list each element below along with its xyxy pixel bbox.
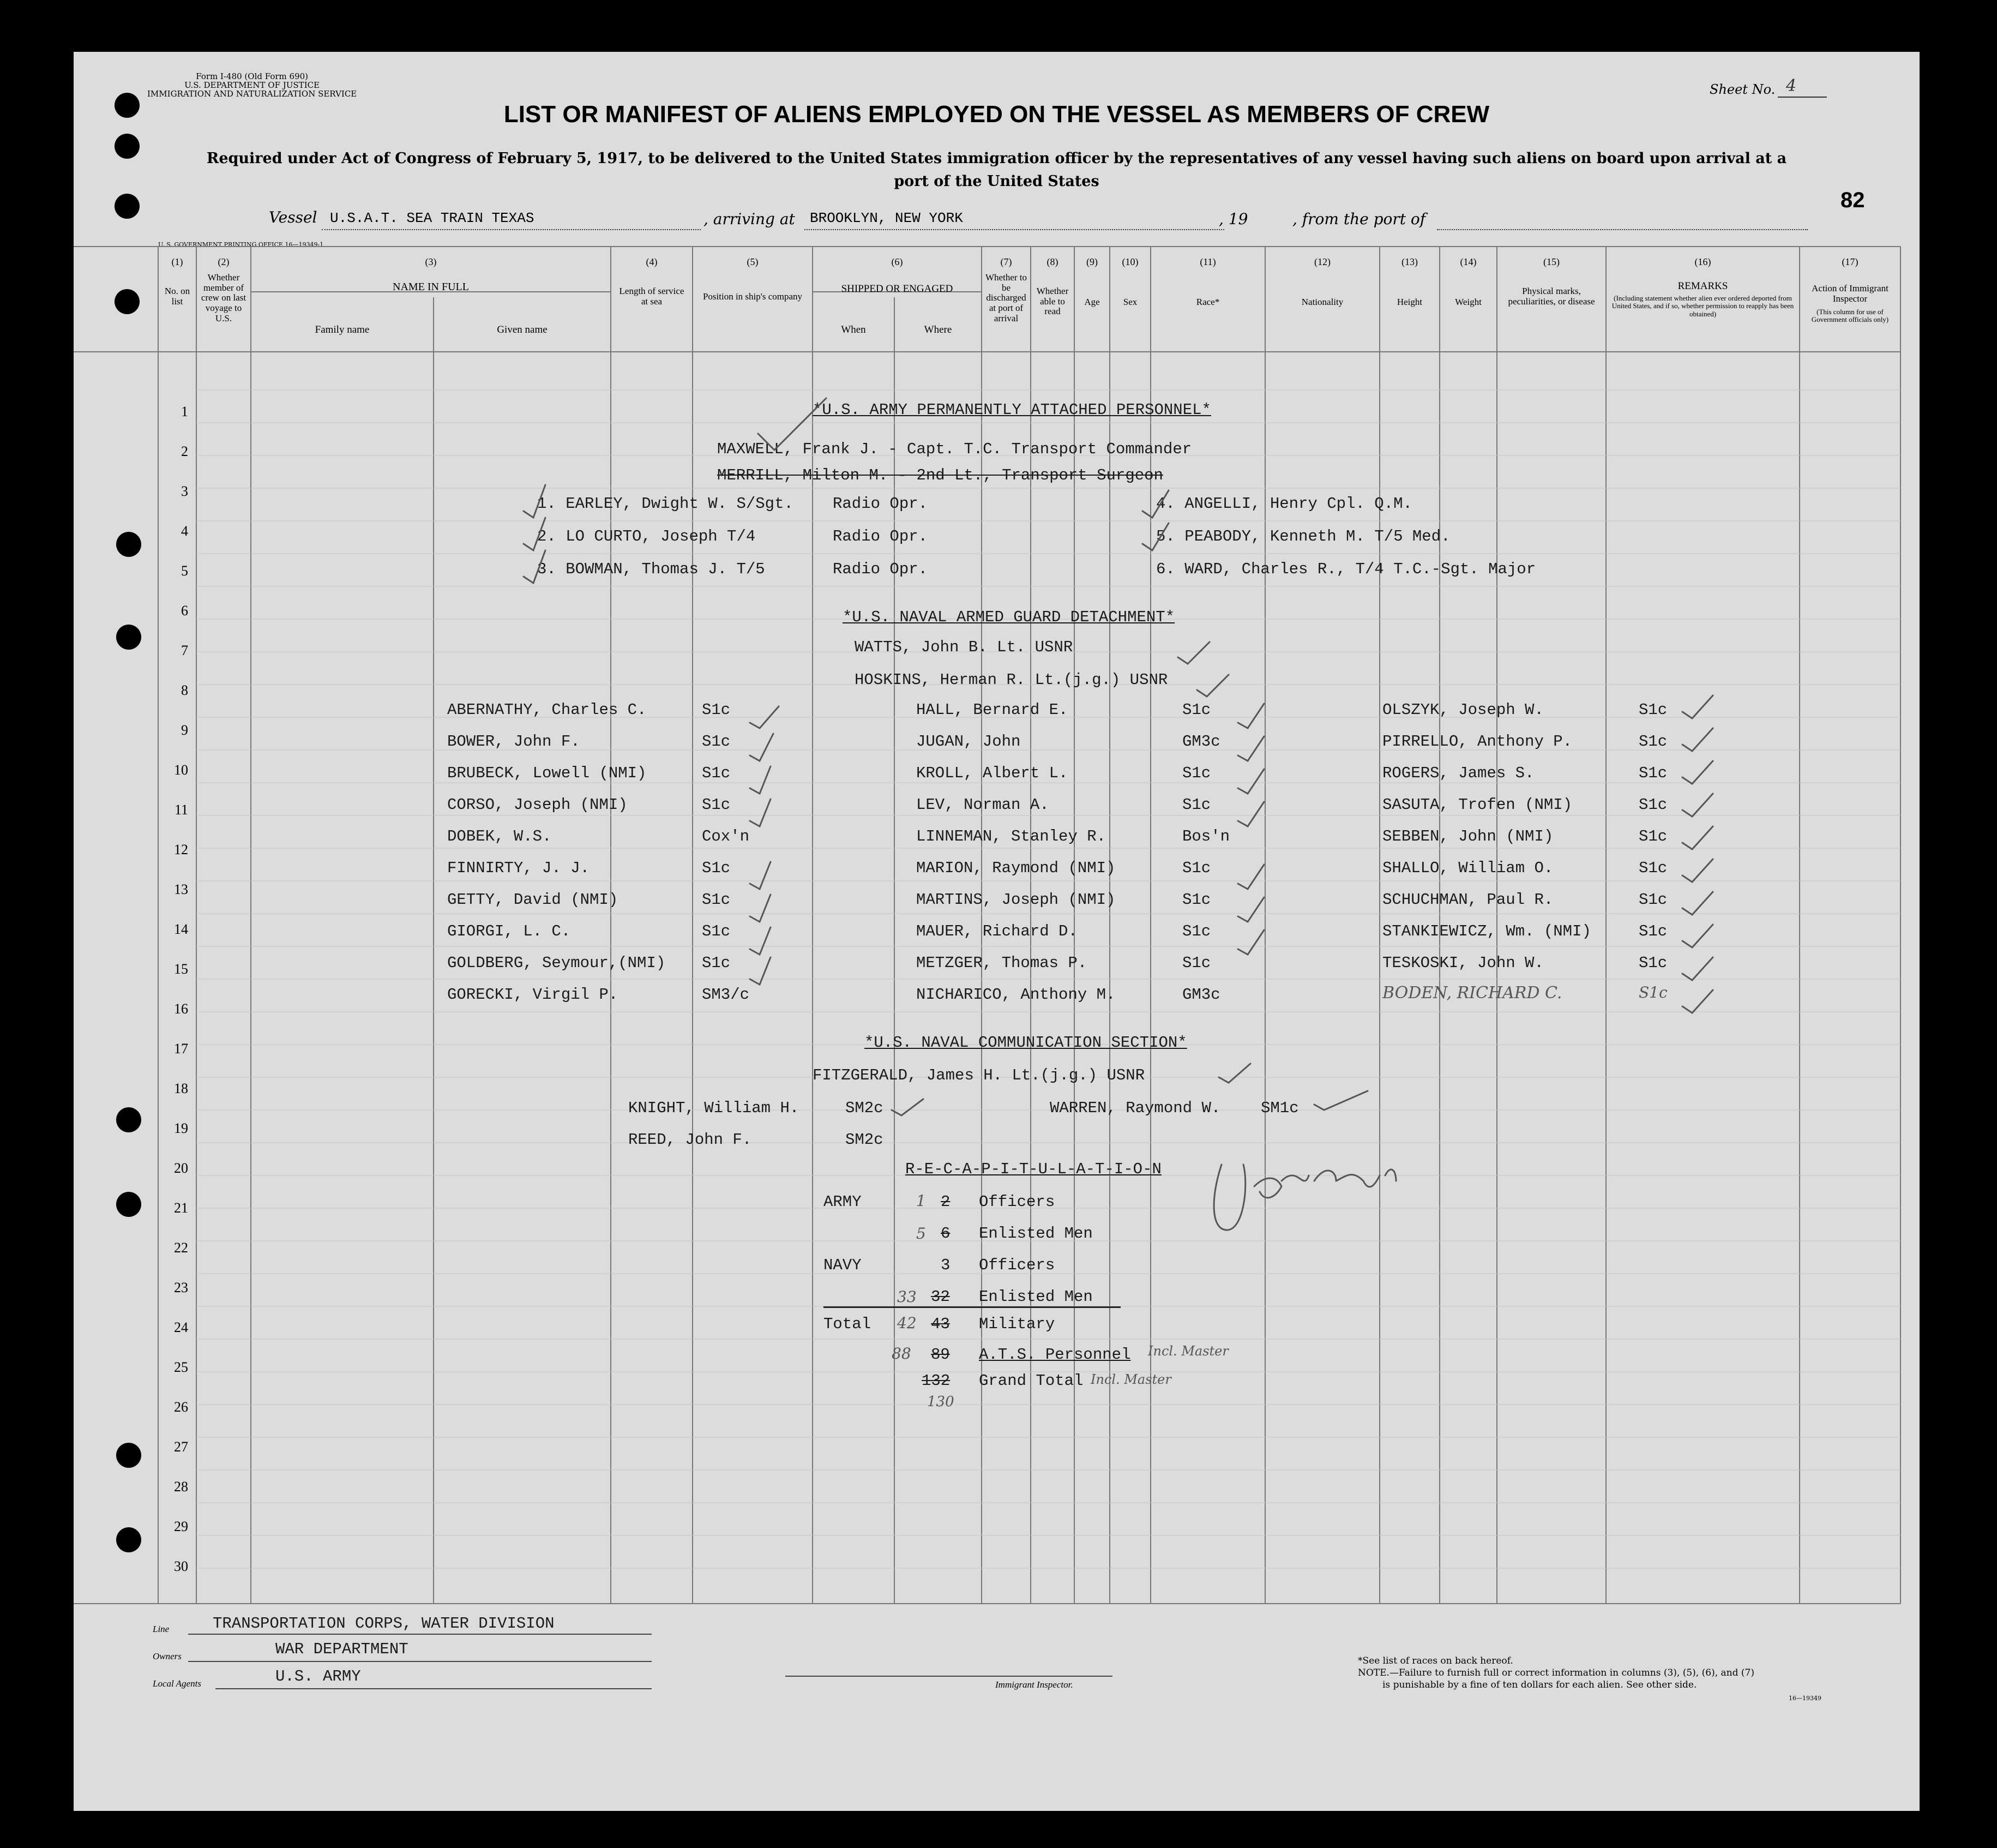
naval-col1-rate: S1c xyxy=(702,764,731,782)
naval-col3-rate: S1c xyxy=(1639,859,1668,877)
binder-hole xyxy=(115,194,140,219)
naval-col1-name: CORSO, Joseph (NMI) xyxy=(447,796,628,814)
form-number: Form I-480 (Old Form 690) xyxy=(196,71,309,81)
naval-col3-name: SCHUCHMAN, Paul R. xyxy=(1382,891,1554,909)
col-8-number: (8) xyxy=(1046,256,1058,267)
check-mark-icon xyxy=(750,706,779,728)
handwritten-boden-rate: S1c xyxy=(1639,983,1668,1001)
agents-value: U.S. ARMY xyxy=(275,1667,361,1685)
naval-col3-rate: S1c xyxy=(1639,922,1668,940)
row-number: 10 xyxy=(174,762,188,778)
army-list-left-3: 3. BOWMAN, Thomas J. T/5 xyxy=(537,560,765,578)
row-number: 11 xyxy=(174,802,188,818)
naval-col3-rate: S1c xyxy=(1639,764,1668,782)
naval-col2-name: JUGAN, John xyxy=(916,733,1021,751)
binder-hole xyxy=(116,1192,141,1217)
check-mark-icon xyxy=(758,398,826,450)
vessel-name: U.S.A.T. SEA TRAIN TEXAS xyxy=(330,210,534,226)
naval-col3-rate: S1c xyxy=(1639,954,1668,972)
naval-col2-rate: S1c xyxy=(1182,922,1211,940)
from-port-label: , from the port of xyxy=(1292,210,1426,228)
check-mark-icon xyxy=(1682,859,1713,882)
binder-hole xyxy=(116,1443,141,1468)
naval-col1-rate: S1c xyxy=(702,922,731,940)
check-mark-icon xyxy=(1682,990,1713,1013)
row-number: 23 xyxy=(174,1280,188,1295)
check-mark-icon xyxy=(892,1099,923,1115)
naval-col1-name: BRUBECK, Lowell (NMI) xyxy=(447,764,647,782)
form-code: 16—19349 xyxy=(1789,1695,1821,1702)
row-number: 1 xyxy=(181,404,188,419)
recap-navy-men-old: 32 xyxy=(931,1288,950,1306)
printing-office: U. S. GOVERNMENT PRINTING OFFICE 16—19349-1 xyxy=(158,241,324,248)
sheet-label: Sheet No. xyxy=(1710,82,1776,97)
arriving-port: BROOKLYN, NEW YORK xyxy=(810,210,963,226)
check-mark-icon xyxy=(1178,642,1210,664)
check-mark-icon xyxy=(750,957,771,985)
row-number: 17 xyxy=(174,1041,188,1057)
col-2-header: Whether member of crew on last voyage to U.S. xyxy=(201,272,246,323)
row-number: 15 xyxy=(174,961,188,977)
naval-col3-name: PIRRELLO, Anthony P. xyxy=(1382,733,1573,751)
check-mark-icon xyxy=(1238,802,1264,826)
naval-col1-rate: S1c xyxy=(702,701,731,719)
col-1-number: (1) xyxy=(171,256,183,267)
check-mark-icon xyxy=(524,550,545,583)
comm-knight-rate: SM2c xyxy=(845,1099,883,1117)
agents-label: Local Agents xyxy=(153,1678,201,1689)
army-list-right-3: 6. WARD, Charles R., T/4 T.C.-Sgt. Major xyxy=(1156,560,1536,578)
recap-ats-label: A.T.S. Personnel xyxy=(979,1346,1131,1364)
col-14-number: (14) xyxy=(1460,256,1477,267)
recap-enlisted-label-army: Enlisted Men xyxy=(979,1225,1093,1243)
page-title: LIST OR MANIFEST OF ALIENS EMPLOYED ON THE VESSEL AS MEMBERS OF CREW xyxy=(503,101,1490,128)
col-16-header: REMARKS xyxy=(1677,280,1728,292)
row-number: 19 xyxy=(174,1120,188,1136)
col-14-header: Weight xyxy=(1455,297,1482,307)
naval-col1-name: GIORGI, L. C. xyxy=(447,922,571,940)
army-list-left-2: 2. LO CURTO, Joseph T/4 xyxy=(537,527,756,545)
col-17-note: (This column for use of Government officials only) xyxy=(1811,308,1889,324)
row-number: 14 xyxy=(174,921,188,937)
check-mark-icon xyxy=(524,518,545,550)
recap-grand-new: 130 xyxy=(927,1394,954,1410)
col-15-number: (15) xyxy=(1543,256,1560,267)
line-label: Line xyxy=(153,1624,170,1634)
col-13-header: Height xyxy=(1397,297,1423,307)
col-16-number: (16) xyxy=(1694,256,1711,267)
naval-officer-hoskins: HOSKINS, Herman R. Lt.(j.g.) USNR xyxy=(855,671,1168,689)
col-7-number: (7) xyxy=(1000,256,1012,267)
naval-col3-name: SHALLO, William O. xyxy=(1382,859,1554,877)
naval-guard-header: *U.S. NAVAL ARMED GUARD DETACHMENT* xyxy=(843,608,1175,626)
naval-col3-name: SASUTA, Trofen (NMI) xyxy=(1382,796,1573,814)
owners-value: WAR DEPARTMENT xyxy=(275,1640,408,1658)
check-mark-icon xyxy=(750,766,771,794)
army-surgeon-line: MERRILL, Milton M. - 2nd Lt., Transport Surgeon xyxy=(717,466,1163,484)
col-4-number: (4) xyxy=(646,256,658,267)
naval-col2-name: LEV, Norman A. xyxy=(916,796,1049,814)
naval-col3-name: SEBBEN, John (NMI) xyxy=(1382,827,1554,845)
naval-col2-name: MAUER, Richard D. xyxy=(916,922,1078,940)
check-mark-icon xyxy=(750,895,771,922)
col-2-number: (2) xyxy=(218,256,230,267)
recap-grand-note: Incl. Master xyxy=(1091,1372,1171,1387)
army-list-right-1: 4. ANGELLI, Henry Cpl. Q.M. xyxy=(1156,495,1412,513)
col-6-header: SHIPPED OR ENGAGED xyxy=(841,283,953,295)
note-races: *See list of races on back hereof. xyxy=(1358,1655,1513,1666)
check-mark-icon xyxy=(1682,695,1713,718)
inspector-signature-line xyxy=(785,1676,1112,1677)
note-penalty-1: NOTE.—Failure to furnish full or correct information in columns (3), (5), (6), and (7) xyxy=(1358,1667,1754,1678)
recap-army-officers-old: 2 xyxy=(941,1193,951,1211)
naval-col1-rate: Cox'n xyxy=(702,827,750,845)
naval-col2-name: KROLL, Albert L. xyxy=(916,764,1068,782)
col-16-note: (Including statement whether alien ever ordered deported from United States, and if so, whether permission to reapply has been obtained) xyxy=(1611,294,1794,318)
comm-warren: WARREN, Raymond W. xyxy=(1050,1099,1221,1117)
recap-military-old: 43 xyxy=(931,1315,950,1333)
naval-col1-name: DOBEK, W.S. xyxy=(447,827,552,845)
row-number: 8 xyxy=(181,682,188,698)
naval-col1-rate: S1c xyxy=(702,954,731,972)
army-list-left-pos-1: Radio Opr. xyxy=(833,495,928,513)
row-number: 2 xyxy=(181,443,188,459)
check-mark-icon xyxy=(1238,897,1264,922)
subtitle-line-2: port of the United States xyxy=(894,173,1099,190)
col-9-number: (9) xyxy=(1086,256,1098,267)
row-number: 12 xyxy=(174,842,188,857)
recap-military-new: 42 xyxy=(897,1314,917,1332)
recap-ats-new: 88 xyxy=(892,1345,911,1363)
naval-col2-rate: S1c xyxy=(1182,701,1211,719)
check-mark-icon xyxy=(1238,704,1264,728)
check-mark-icon xyxy=(750,862,771,889)
comm-knight: KNIGHT, William H. xyxy=(628,1099,799,1117)
agents-underline xyxy=(215,1688,652,1689)
row-number: 13 xyxy=(174,881,188,897)
naval-col2-rate: GM3c xyxy=(1182,733,1220,751)
recap-enlisted-label-navy: Enlisted Men xyxy=(979,1288,1093,1306)
handwritten-boden: BODEN, RICHARD C. xyxy=(1382,983,1562,1003)
row-number: 9 xyxy=(181,722,188,738)
row-number: 20 xyxy=(174,1160,188,1176)
comm-reed: REED, John F. xyxy=(628,1131,752,1149)
recap-grand-old: 132 xyxy=(922,1372,951,1390)
col-3-header: NAME IN FULL xyxy=(393,281,469,293)
naval-col3-rate: S1c xyxy=(1639,733,1668,751)
recap-navy-men-new: 33 xyxy=(897,1288,917,1306)
binder-hole xyxy=(116,532,141,557)
handwritten-marks xyxy=(74,52,1920,1811)
check-mark-icon xyxy=(524,485,545,518)
check-mark-icon xyxy=(1682,826,1713,849)
row-number: 25 xyxy=(174,1359,188,1375)
col-15-header: Physical marks, peculiarities, or disease xyxy=(1508,286,1595,307)
naval-col1-name: GETTY, David (NMI) xyxy=(447,891,618,909)
check-mark-icon xyxy=(1314,1091,1368,1110)
comm-warren-rate: SM1c xyxy=(1261,1099,1299,1117)
check-mark-icon xyxy=(1682,957,1713,980)
naval-col1-name: BOWER, John F. xyxy=(447,733,580,751)
naval-col1-name: GOLDBERG, Seymour,(NMI) xyxy=(447,954,666,972)
naval-col3-name: ROGERS, James S. xyxy=(1382,764,1535,782)
when-header: When xyxy=(841,324,866,335)
inspector-label: Immigrant Inspector. xyxy=(995,1679,1073,1690)
recap-army-men-new: 5 xyxy=(916,1225,926,1243)
check-mark-icon xyxy=(1142,523,1169,550)
naval-col1-name: ABERNATHY, Charles C. xyxy=(447,701,647,719)
owners-underline xyxy=(188,1661,652,1662)
where-header: Where xyxy=(924,324,952,335)
binder-hole xyxy=(116,1107,141,1132)
naval-col2-rate: Bos'n xyxy=(1182,827,1230,845)
naval-col2-rate: S1c xyxy=(1182,859,1211,877)
check-mark-icon xyxy=(1682,761,1713,784)
check-mark-icon xyxy=(1238,930,1264,955)
naval-col3-name: TESKOSKI, John W. xyxy=(1382,954,1544,972)
col-6-number: (6) xyxy=(891,256,903,267)
check-mark-icon xyxy=(1682,794,1713,817)
row-number: 6 xyxy=(181,603,188,619)
line-value: TRANSPORTATION CORPS, WATER DIVISION xyxy=(213,1615,555,1633)
vessel-label: Vessel xyxy=(269,208,317,226)
naval-col2-rate: S1c xyxy=(1182,764,1211,782)
check-mark-icon xyxy=(1682,892,1713,915)
naval-col3-rate: S1c xyxy=(1639,796,1668,814)
binder-hole xyxy=(115,134,140,159)
row-number: 22 xyxy=(174,1240,188,1256)
army-list-left-pos-2: Radio Opr. xyxy=(833,527,928,545)
recap-military-label: Military xyxy=(979,1315,1055,1333)
binder-hole xyxy=(115,289,140,314)
recap-ats-note: Incl. Master xyxy=(1148,1343,1229,1359)
note-penalty-2: is punishable by a fine of ten dollars for each alien. See other side. xyxy=(1382,1679,1697,1690)
naval-col2-rate: S1c xyxy=(1182,796,1211,814)
recap-officers-label: Officers xyxy=(979,1193,1055,1211)
given-name-header: Given name xyxy=(497,324,548,335)
page-number: 82 xyxy=(1840,188,1865,212)
inspector-signature xyxy=(1214,1165,1396,1230)
row-number: 26 xyxy=(174,1399,188,1415)
check-mark-icon xyxy=(1219,1064,1250,1083)
check-mark-icon xyxy=(750,734,773,761)
col-4-header: Length of service at sea xyxy=(619,286,684,307)
manifest-sheet xyxy=(74,52,1920,1811)
col-11-header: Race* xyxy=(1196,297,1220,307)
row-number: 4 xyxy=(181,523,188,539)
col-8-header: Whether able to read xyxy=(1036,286,1069,317)
row-number: 18 xyxy=(174,1081,188,1096)
naval-officer-watts: WATTS, John B. Lt. USNR xyxy=(855,638,1073,656)
recap-navy-officers: 3 xyxy=(941,1256,951,1274)
check-mark-icon xyxy=(1238,736,1264,761)
naval-col2-rate: S1c xyxy=(1182,891,1211,909)
col-7-header: Whether to be discharged at port of arrival xyxy=(985,272,1027,323)
col-5-number: (5) xyxy=(747,256,759,267)
department: U.S. DEPARTMENT OF JUSTICE xyxy=(184,80,320,90)
naval-col2-name: LINNEMAN, Stanley R. xyxy=(916,827,1106,845)
row-number: 27 xyxy=(174,1439,188,1455)
check-mark-icon xyxy=(1142,490,1169,518)
service: IMMIGRATION AND NATURALIZATION SERVICE xyxy=(147,88,357,99)
col-17-number: (17) xyxy=(1842,256,1858,267)
naval-col2-name: METZGER, Thomas P. xyxy=(916,954,1087,972)
naval-col2-name: NICHARICO, Anthony M. xyxy=(916,986,1116,1004)
sheet-number: 4 xyxy=(1786,76,1797,95)
col-3-number: (3) xyxy=(425,256,437,267)
owners-label: Owners xyxy=(153,1651,182,1661)
row-number: 28 xyxy=(174,1479,188,1495)
recap-officers-label-navy: Officers xyxy=(979,1256,1055,1274)
recap-army-label: ARMY xyxy=(823,1193,862,1211)
recap-ats-old: 89 xyxy=(931,1346,950,1364)
army-list-right-2: 5. PEABODY, Kenneth M. T/5 Med. xyxy=(1156,527,1451,545)
col-12-number: (12) xyxy=(1314,256,1331,267)
naval-col2-rate: GM3c xyxy=(1182,986,1220,1004)
naval-col1-rate: S1c xyxy=(702,796,731,814)
check-mark-icon xyxy=(1238,865,1264,889)
row-number: 5 xyxy=(181,563,188,579)
check-mark-icon xyxy=(1682,728,1713,751)
naval-col3-name: OLSZYK, Joseph W. xyxy=(1382,701,1544,719)
naval-col2-name: MARTINS, Joseph (NMI) xyxy=(916,891,1116,909)
naval-col3-rate: S1c xyxy=(1639,827,1668,845)
recap-total-label: Total xyxy=(823,1315,871,1333)
row-number: 24 xyxy=(174,1319,188,1335)
recap-header: R-E-C-A-P-I-T-U-L-A-T-I-O-N xyxy=(905,1160,1162,1178)
check-mark-icon xyxy=(750,927,771,955)
col-12-header: Nationality xyxy=(1301,297,1344,307)
naval-col3-rate: S1c xyxy=(1639,891,1668,909)
naval-col1-name: FINNIRTY, J. J. xyxy=(447,859,590,877)
col-13-number: (13) xyxy=(1401,256,1418,267)
army-section-header: *U.S. ARMY PERMANENTLY ATTACHED PERSONNEL* xyxy=(813,401,1211,419)
row-number: 16 xyxy=(174,1001,188,1017)
comm-reed-rate: SM2c xyxy=(845,1131,883,1149)
col-17-header: Action of Immigrant Inspector xyxy=(1812,283,1888,304)
line-underline xyxy=(188,1634,652,1635)
row-number: 29 xyxy=(174,1519,188,1534)
comm-section-header: *U.S. NAVAL COMMUNICATION SECTION* xyxy=(864,1034,1187,1052)
check-mark-icon xyxy=(1682,925,1713,947)
naval-col2-name: HALL, Bernard E. xyxy=(916,701,1068,719)
row-number: 21 xyxy=(174,1200,188,1216)
col-10-header: Sex xyxy=(1123,297,1138,307)
col-5-header: Position in ship's company xyxy=(702,291,803,302)
row-number: 30 xyxy=(174,1558,188,1574)
recap-army-men-old: 6 xyxy=(941,1225,951,1243)
binder-hole xyxy=(116,1527,141,1552)
recap-grand-label: Grand Total xyxy=(979,1372,1084,1390)
naval-col3-name: STANKIEWICZ, Wm. (NMI) xyxy=(1382,922,1591,940)
year-label: , 19 xyxy=(1219,210,1248,228)
army-commander-line: MAXWELL, Frank J. - Capt. T.C. Transport Commander xyxy=(717,440,1192,458)
col-9-header: Age xyxy=(1084,297,1100,307)
naval-col1-rate: S1c xyxy=(702,859,731,877)
naval-col3-rate: S1c xyxy=(1639,701,1668,719)
army-list-left-1: 1. EARLEY, Dwight W. S/Sgt. xyxy=(537,495,793,513)
army-list-left-pos-3: Radio Opr. xyxy=(833,560,928,578)
subtitle-line-1: Required under Act of Congress of February 5, 1917, to be delivered to the United States immigration officer by the representatives of any vessel having such aliens on board upon arrival at a xyxy=(206,150,1787,167)
arriving-label: , arriving at xyxy=(703,210,795,228)
col-10-number: (10) xyxy=(1122,256,1139,267)
naval-col1-name: GORECKI, Virgil P. xyxy=(447,986,618,1004)
family-name-header: Family name xyxy=(315,324,370,335)
naval-col1-rate: SM3/c xyxy=(702,986,750,1004)
comm-officer-fitzgerald: FITZGERALD, James H. Lt.(j.g.) USNR xyxy=(813,1066,1145,1084)
check-mark-icon xyxy=(1238,769,1264,794)
row-number: 3 xyxy=(181,483,188,499)
row-number: 7 xyxy=(181,643,188,658)
naval-col1-rate: S1c xyxy=(702,891,731,909)
check-mark-icon xyxy=(1197,675,1229,697)
recap-army-officers-new: 1 xyxy=(916,1192,926,1210)
col-11-number: (11) xyxy=(1200,256,1216,267)
check-mark-icon xyxy=(750,799,771,826)
binder-hole xyxy=(116,625,141,650)
recap-navy-label: NAVY xyxy=(823,1256,862,1274)
col-1-header: No. on list xyxy=(164,286,190,307)
naval-col2-name: MARION, Raymond (NMI) xyxy=(916,859,1116,877)
naval-col2-rate: S1c xyxy=(1182,954,1211,972)
naval-col1-rate: S1c xyxy=(702,733,731,751)
binder-hole xyxy=(115,93,140,118)
